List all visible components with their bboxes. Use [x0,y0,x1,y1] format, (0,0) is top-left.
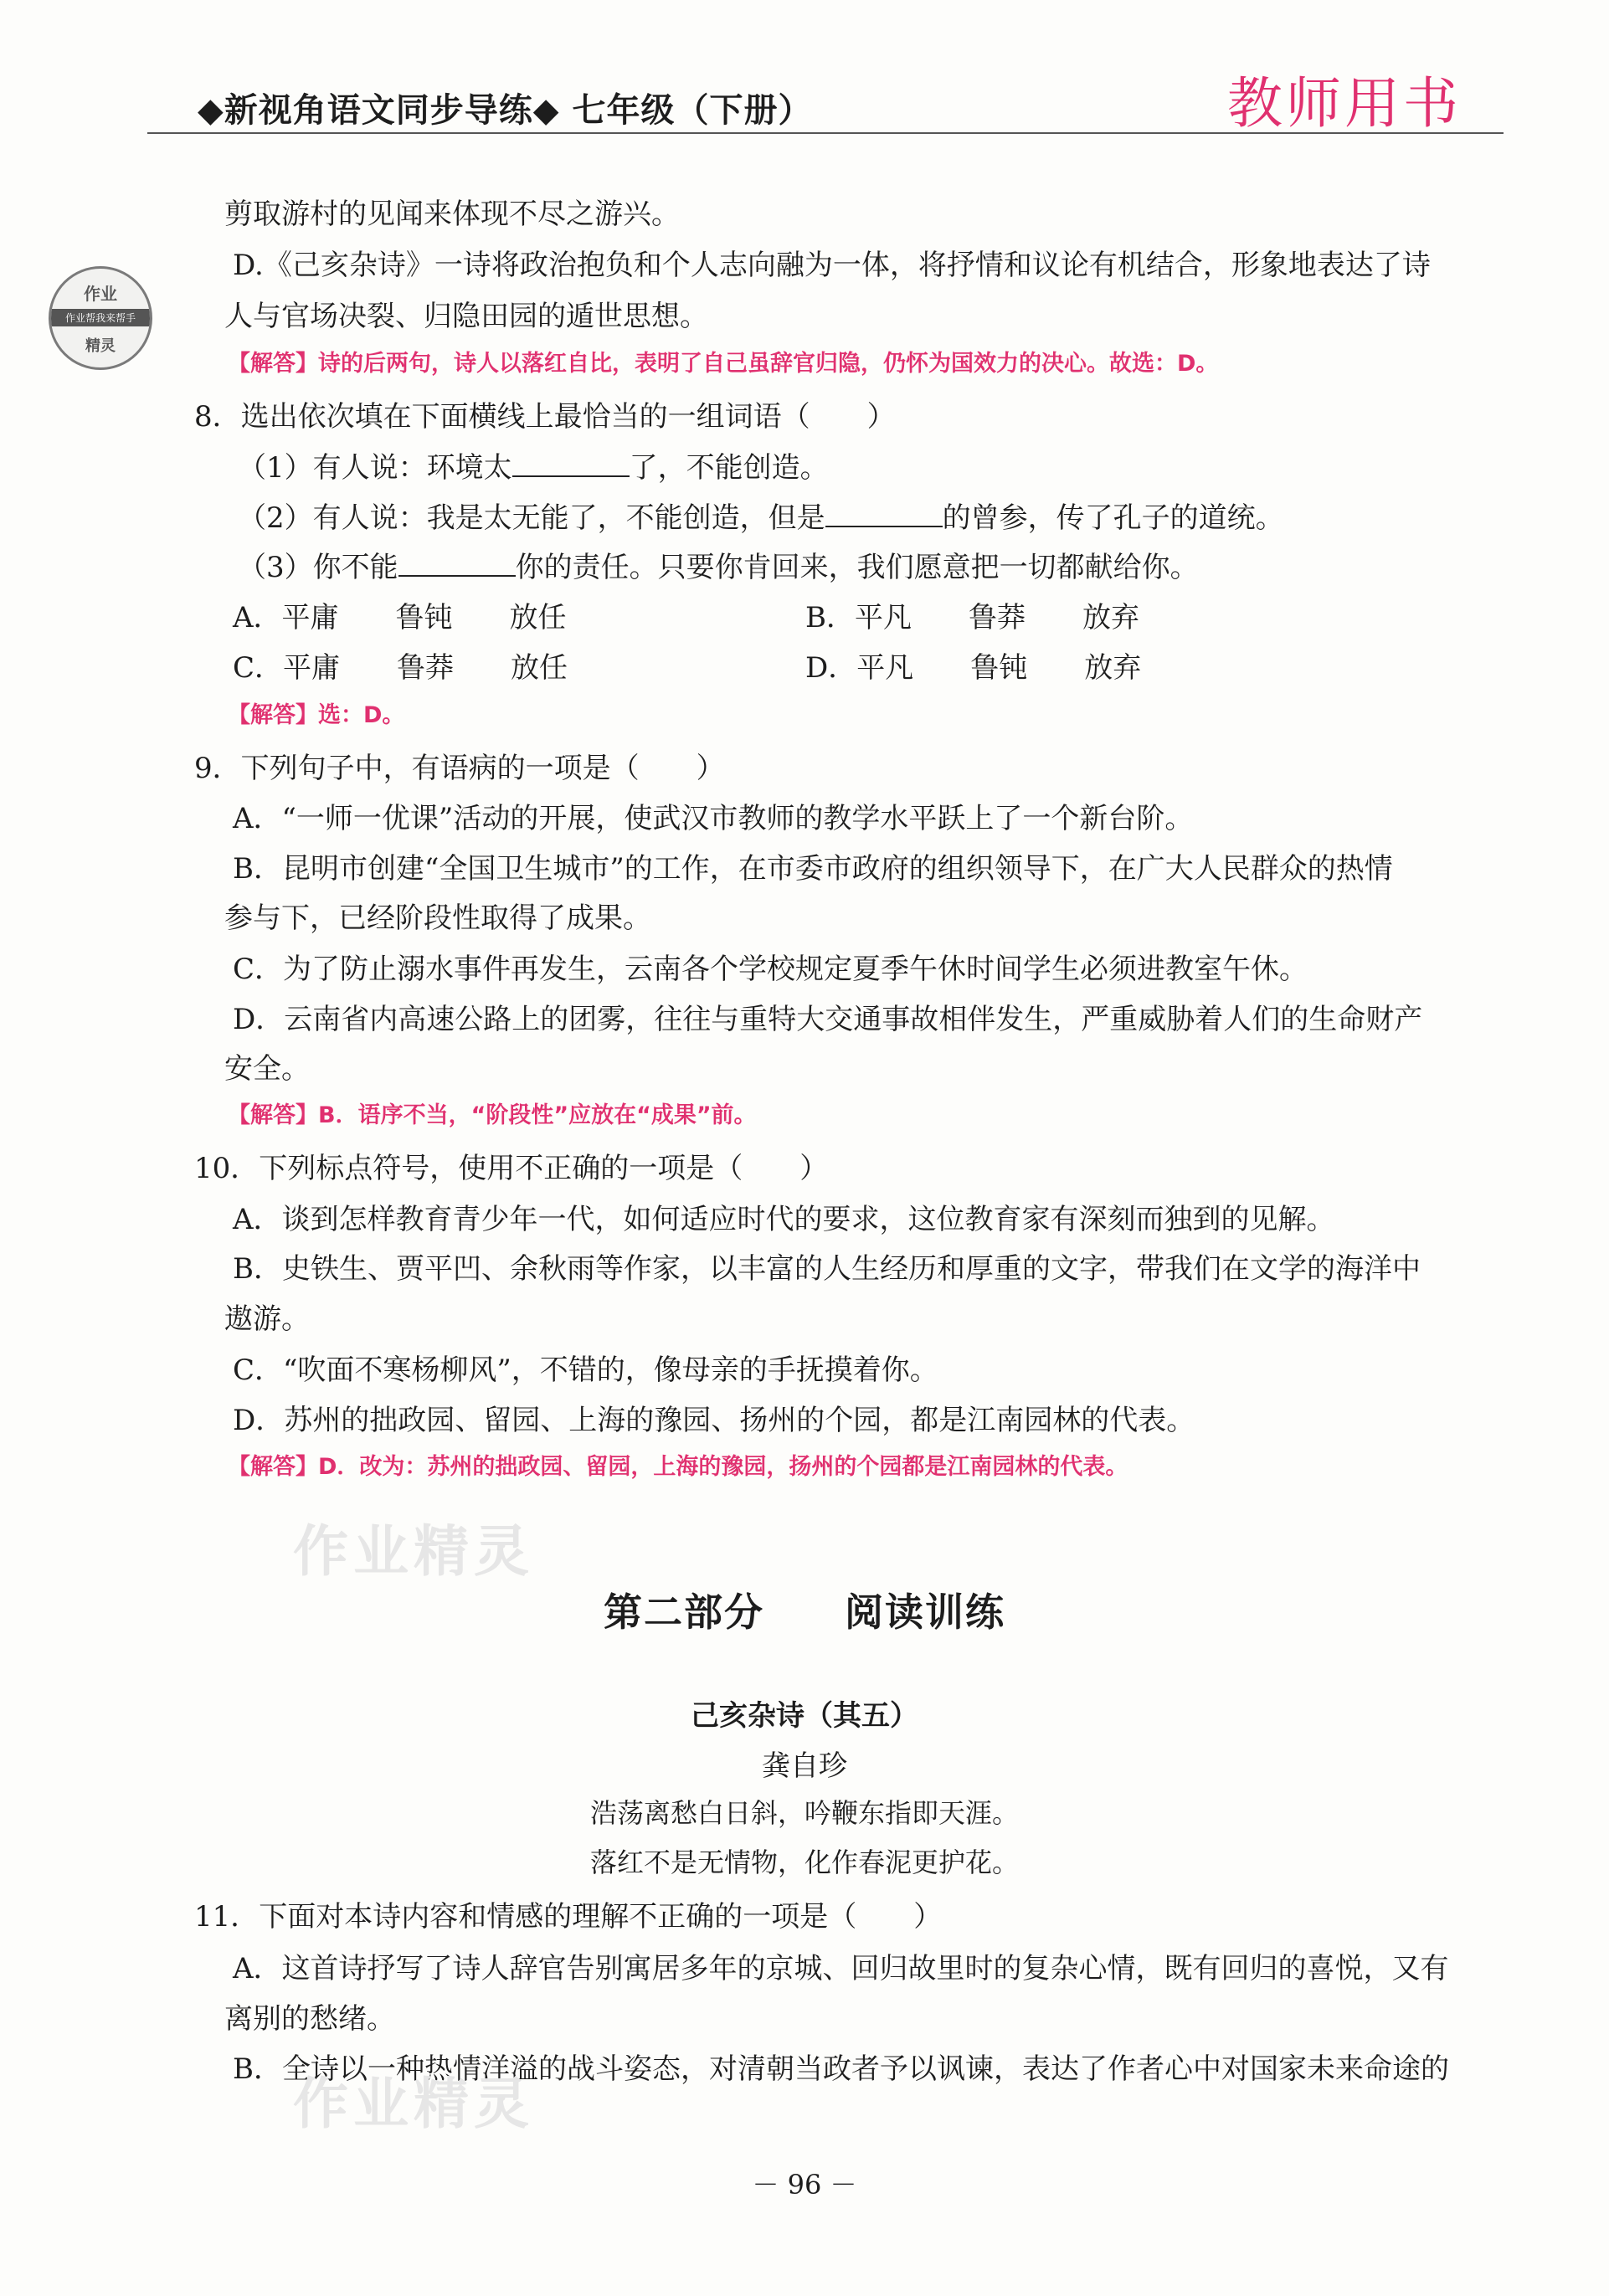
poem-line-1: 浩荡离愁白日斜，吟鞭东指即天涯。 [589,1797,1019,1829]
q8-item-3-text-b: 你的责任。只要你肯回来，我们愿意把一切都献给你。 [515,551,1199,584]
q11-option-a: A．这首诗抒写了诗人辞官告别寓居多年的京城、回归故里时的复杂心情，既有回归的喜悦，又有 [233,1952,1449,1985]
q8-item-3-text-a: （3）你不能 [238,551,398,584]
fill-blank [825,502,943,527]
q8-option-d: D．平凡 鲁钝 放弃 [805,651,1142,685]
q8-option-c: C．平庸 鲁莽 放任 [233,651,568,685]
q8-item-1 [238,444,829,485]
poem-title: 己亥杂诗（其五） [691,1699,918,1733]
q7-option-d-continued: 人与官场决裂、归隐田园的遁世思想。 [224,300,708,333]
fill-blank [398,552,516,577]
q9-option-c: C．为了防止溺水事件再发生，云南各个学校规定夏季午休时间学生必须进教室午休。 [233,953,1308,986]
q8-answer [228,696,404,729]
section-title: 第二部分 阅读训练 [604,1590,1005,1635]
header-rule [147,132,1504,134]
q8-item-2-text-a: （2）有人说：我是太无能了，不能创造，但是 [238,501,825,535]
q8-stem: 8．选出依次填在下面横线上最恰当的一组词语（ ） [194,400,896,434]
q10-stem: 10．下列标点符号，使用不正确的一项是（ ） [194,1152,829,1185]
q9-option-a: A．“一师一优课”活动的开展，使武汉市教师的教学水平跃上了一个新台阶。 [233,802,1194,835]
answer-tag: 【解答】 [228,702,318,728]
book-title: ◆新视角语文同步导练◆ 七年级（下册） [198,90,813,130]
stamp-text-middle: 作业帮我来帮手 [51,309,150,326]
watermark: 作业精灵 [293,1519,534,1584]
homework-stamp-logo [49,266,152,370]
answer-text: D．改为：苏州的拙政园、留园，上海的豫园，扬州的个园都是江南园林的代表。 [318,1454,1128,1480]
q11-option-a-continued: 离别的愁绪。 [224,2002,395,2036]
q9-answer [228,1097,757,1129]
q10-option-a: A．谈到怎样教育青少年一代，如何适应时代的要求，这位教育家有深刻而独到的见解。 [233,1203,1335,1236]
answer-tag: 【解答】 [228,1454,318,1480]
stamp-text-top: 作业 [84,284,117,304]
answer-text: B．语序不当，“阶段性”应放在“成果”前。 [318,1102,757,1128]
q9-option-b: B．昆明市创建“全国卫生城市”的工作，在市委市政府的组织领导下，在广大人民群众的热情 [233,852,1393,886]
watermark: 作业精灵 [293,2072,534,2136]
answer-tag: 【解答】 [228,1102,318,1128]
q9-stem: 9．下列句子中，有语病的一项是（ ） [194,752,725,785]
edition-label: 教师用书 [1227,71,1462,136]
answer-text: 诗的后两句，诗人以落红自比，表明了自己虽辞官归隐，仍怀为国效力的决心。故选：D。 [318,351,1219,377]
q8-item-2 [238,495,1284,536]
q11-option-b: B．全诗以一种热情洋溢的战斗姿态，对清朝当政者予以讽谏，表达了作者心中对国家未来命途的 [233,2052,1449,2086]
q8-option-b: B．平凡 鲁莽 放弃 [805,601,1139,634]
q7-option-d: D.《己亥杂诗》一诗将政治抱负和个人志向融为一体，将抒情和议论有机结合，形象地表达了诗 [233,249,1431,282]
page-number: － 96 － [752,2169,857,2201]
q10-option-b-continued: 遨游。 [224,1302,310,1336]
q7-answer [228,345,1218,378]
q9-option-b-continued: 参与下，已经阶段性取得了成果。 [224,901,651,935]
q9-option-d: D．云南省内高速公路上的团雾，往往与重特大交通事故相伴发生，严重威胁着人们的生命财产 [233,1003,1423,1036]
q10-answer [228,1448,1128,1481]
fill-blank [512,452,630,477]
q7-option-c-continued: 剪取游村的见闻来体现不尽之游兴。 [224,198,680,231]
q10-option-d: D．苏州的拙政园、留园、上海的豫园、扬州的个园，都是江南园林的代表。 [233,1404,1195,1437]
poem-author: 龚自珍 [762,1749,847,1783]
q10-option-b: B．史铁生、贾平凹、余秋雨等作家，以丰富的人生经历和厚重的文字，带我们在文学的海洋中 [233,1252,1421,1286]
q9-option-d-continued: 安全。 [224,1052,310,1086]
q8-item-2-text-b: 的曾参，传了孔子的道统。 [942,501,1284,535]
q8-item-1-text-b: 了，不能创造。 [629,451,829,485]
stamp-text-bottom: 精灵 [85,337,116,355]
q10-option-c: C．“吹面不寒杨柳风”，不错的，像母亲的手抚摸着你。 [233,1353,938,1387]
q8-item-1-text-a: （1）有人说：环境太 [238,451,512,485]
q11-stem: 11．下面对本诗内容和情感的理解不正确的一项是（ ） [194,1900,943,1934]
poem-line-2: 落红不是无情物，化作春泥更护花。 [589,1847,1019,1878]
q8-item-3 [238,544,1199,585]
q8-option-a: A．平庸 鲁钝 放任 [233,601,567,634]
answer-tag: 【解答】 [228,351,318,377]
answer-text: 选：D。 [318,702,405,728]
